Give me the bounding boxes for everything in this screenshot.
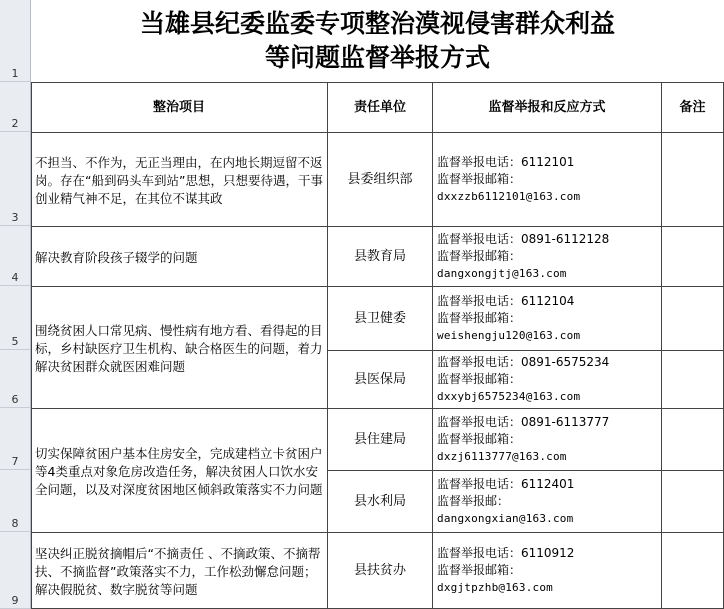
item-cell[interactable] [31,409,328,533]
row-number[interactable]: 8 [0,470,30,532]
title-line-2: 等问题监督举报方式 [264,43,490,72]
note-cell[interactable] [662,287,724,351]
row-number-gutter [0,0,31,609]
unit-cell[interactable]: 县委组织部 [328,133,433,227]
item-text: 围绕贫困人口常见病、慢性病有地方看、看得起的目标，乡村缺医疗卫生机构、缺合格医生的问题，着力解决贫困群众就医困难问题 [35,322,323,374]
row-number[interactable]: 2 [0,82,30,132]
row-number[interactable]: 1 [0,0,30,82]
note-cell[interactable] [662,409,724,471]
email-text: dxgjtpzhb@163.com [437,581,553,594]
email-label: 监督举报邮箱： [437,372,522,386]
header-note[interactable]: 备注 [662,83,724,133]
contact-cell[interactable] [433,227,662,287]
note-cell[interactable] [662,471,724,533]
item-cell[interactable] [31,133,328,227]
email-label: 监督举报邮箱： [437,311,522,325]
row-number[interactable]: 7 [0,408,30,470]
phone-text: 监督举报电话：0891-6575234 [437,355,610,369]
unit-cell[interactable]: 县教育局 [328,227,433,287]
header-item[interactable]: 整治项目 [31,83,328,133]
email-label: 监督举报邮： [437,494,510,508]
row-number[interactable]: 5 [0,286,30,350]
email-label: 监督举报邮箱： [437,563,522,577]
email-text: weishengju120@163.com [437,329,581,342]
item-cell[interactable] [31,533,328,609]
email-text: dxzj6113777@163.com [437,450,567,463]
unit-cell[interactable]: 县卫健委 [328,287,433,351]
unit-cell[interactable]: 县水利局 [328,471,433,533]
item-text: 切实保障贫困户基本住房安全，完成建档立卡贫困户等4类重点对象危房改造任务，解决贫困人口饮水安全问题，以及对深度贫困地区倾斜政策落实不力问题 [35,445,323,497]
phone-text: 监督举报电话：6112104 [437,294,575,308]
note-cell[interactable] [662,351,724,409]
contact-cell[interactable] [433,409,662,471]
unit-cell[interactable]: 县医保局 [328,351,433,409]
phone-text: 监督举报电话：0891-6113777 [437,415,610,429]
phone-text: 监督举报电话：6112101 [437,155,575,169]
header-unit[interactable]: 责任单位 [328,83,433,133]
row-number[interactable]: 9 [0,532,30,609]
email-label: 监督举报邮箱： [437,432,522,446]
note-cell[interactable] [662,533,724,609]
item-text: 不担当、不作为，无正当理由，在内地长期逗留不返岗。存在“船到码头车到站”思想，只想要待遇，干事创业精气神不足，在其位不谋其政 [35,154,323,206]
item-text: 解决教育阶段孩子辍学的问题 [35,249,198,265]
contact-cell[interactable] [433,471,662,533]
contact-cell[interactable] [433,287,662,351]
item-cell[interactable] [31,287,328,409]
header-contact[interactable]: 监督举报和反应方式 [433,83,662,133]
row-number[interactable]: 3 [0,132,30,226]
item-cell[interactable] [31,227,328,287]
page-title [31,0,724,82]
contact-cell[interactable] [433,133,662,227]
phone-text: 监督举报电话：6110912 [437,546,575,560]
unit-cell[interactable]: 县扶贫办 [328,533,433,609]
phone-text: 监督举报电话：0891-6112128 [437,232,610,246]
contact-cell[interactable] [433,351,662,409]
phone-text: 监督举报电话：6112401 [437,477,575,491]
email-label: 监督举报邮箱： [437,249,522,263]
item-text: 坚决纠正脱贫摘帽后“不摘责任 、不摘政策、不摘帮扶、不摘监督”政策落实不力，工作松劲懈怠问题；解决假脱贫、数字脱贫等问题 [35,545,321,597]
row-number[interactable]: 6 [0,350,30,408]
email-text: dangxongxian@163.com [437,512,574,525]
note-cell[interactable] [662,227,724,287]
email-text: dangxongjtj@163.com [437,267,567,280]
contact-cell[interactable] [433,533,662,609]
note-cell[interactable] [662,133,724,227]
title-line-1: 当雄县纪委监委专项整治漠视侵害群众利益 [139,9,615,38]
email-label: 监督举报邮箱： [437,172,522,186]
email-text: dxxzzb6112101@163.com [437,190,581,203]
email-text: dxxybj6575234@163.com [437,390,581,403]
unit-cell[interactable]: 县住建局 [328,409,433,471]
row-number[interactable]: 4 [0,226,30,286]
